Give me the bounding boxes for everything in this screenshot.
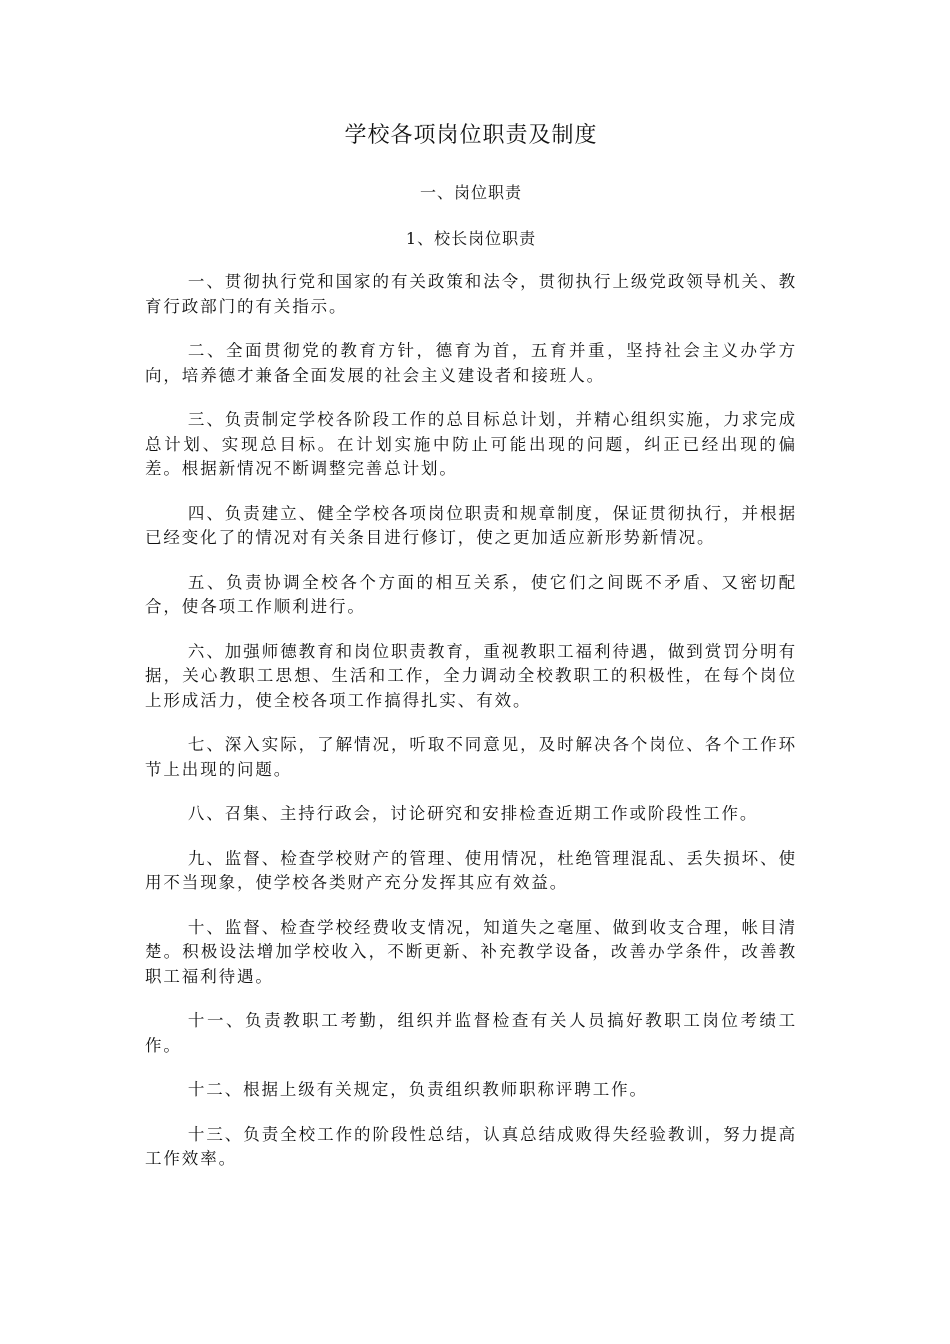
section-heading: 一、岗位职责 [419, 183, 522, 202]
paragraph-9: 九、监督、检查学校财产的管理、使用情况，杜绝管理混乱、丢失损坏、使用不当现象，使学校各类财产充分发挥其应有效益。 [145, 848, 797, 892]
sub-heading: 1、校长岗位职责 [405, 229, 537, 248]
paragraph-7: 七、深入实际，了解情况，听取不同意见，及时解决各个岗位、各个工作环节上出现的问题。 [145, 735, 797, 779]
paragraph-12: 十二、根据上级有关规定，负责组织教师职称评聘工作。 [187, 1080, 648, 1099]
paragraph-10: 十、监督、检查学校经费收支情况，知道失之毫厘、做到收支合理，帐目清楚。积极设法增加学校收入，不断更新、补充教学设备，改善办学条件，改善教职工福利待遇。 [145, 917, 797, 986]
paragraph-11: 十一、负责教职工考勤，组织并监督检查有关人员搞好教职工岗位考绩工作。 [145, 1011, 797, 1055]
paragraph-13: 十三、负责全校工作的阶段性总结，认真总结成败得失经验教训，努力提高工作效率。 [145, 1124, 797, 1168]
paragraph-2: 二、全面贯彻党的教育方针，德育为首，五育并重，坚持社会主义办学方向，培养德才兼备全面发展的社会主义建设者和接班人。 [145, 341, 797, 385]
paragraph-4: 四、负责建立、健全学校各项岗位职责和规章制度，保证贯彻执行，并根据已经变化了的情况对有关条目进行修订，使之更加适应新形势新情况。 [145, 503, 797, 547]
paragraph-5: 五、负责协调全校各个方面的相互关系，使它们之间既不矛盾、又密切配合，使各项工作顺利进行。 [145, 572, 797, 616]
paragraph-8: 八、召集、主持行政会，讨论研究和安排检查近期工作或阶段性工作。 [187, 804, 759, 823]
document-page [145, 118, 797, 1192]
paragraph-1: 一、贯彻执行党和国家的有关政策和法令，贯彻执行上级党政领导机关、教育行政部门的有关指示。 [145, 272, 797, 316]
paragraph-3: 三、负责制定学校各阶段工作的总目标总计划，并精心组织实施，力求完成总计划、实现总目标。在计划实施中防止可能出现的问题，纠正已经出现的偏差。根据新情况不断调整完善总计划。 [145, 410, 797, 478]
document-title: 学校各项岗位职责及制度 [344, 123, 598, 148]
paragraph-6: 六、加强师德教育和岗位职责教育，重视教职工福利待遇，做到赏罚分明有据，关心教职工思想、生活和工作，全力调动全校教职工的积极性，在每个岗位上形成活力，使全校各项工作搞得扎实、有效。 [145, 641, 797, 710]
